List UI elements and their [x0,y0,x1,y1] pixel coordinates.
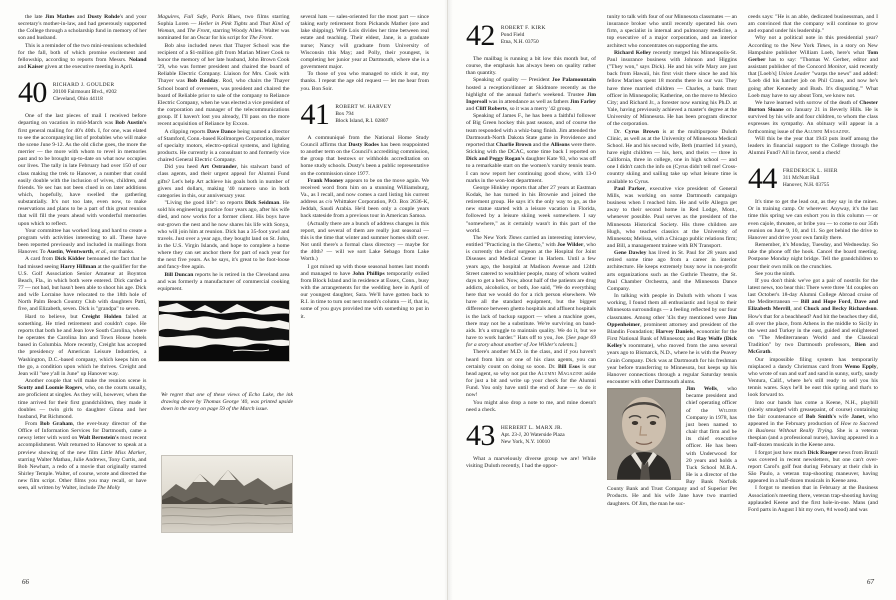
right-page [448,0,896,600]
class-year-numeral: 41 [300,97,330,131]
portrait-photo-wrap [607,386,737,508]
paragraph: Your committee has worked long and hard to create a program with activities interesting to all. These have been reported previously and included in mailings from Hanover. To Austin, Wentworth, et al., our thanks. [18,227,147,256]
paragraph: I forgot just how much Dick Rueger news from Brazil was covered in recent newsletters, but one can't over-report Carol's golf feat during February at their club in São Paulo, a veteran trap-shooting maneuver, having appeared in a half-dozen musicals in Keene area. [748,449,879,485]
paragraph: George Hinkley reports that after 27 years at Eastman Kodak, he has turned in his Brownie and joined the retirement group. He says it's the only way to go, as the new statue started with a leisure vacation in Florida, followed by a leisure skiing week somewhere. I say "somewhere," as it certainly wasn't in this part of the world. [466,184,596,234]
secretary-name: ROBERT W. HARVEY [335,103,392,110]
paragraph: (Actually there are a bunch of address changes in this report, and several of them are really just seasonal — this is the time that winter and summer homes shift over. Not until there's a formal class directory — maybe for the 40th? — will we sort Lake Sebago from Lake Worth.) [300,220,429,263]
paragraph: A communiqué from the National Home Study Council affirms that Dusty Rodes has been reappointed to another term on the Council's accrediting commission, the group that bestows or withholds accreditation on home study schools. Dusty's been a public representative on the commission since 1977. [300,134,429,177]
paragraph: Gene Dawley has lived in St. Paul for 28 years and retired some time ago from a career in interior architecture. He keeps extremely busy now in non-profit arts organizations such as the Guthrie Theatre, the St. Paul Chamber Orchestra, and the Minnesota Dance Company. [607,250,738,292]
paragraph: Hard to believe, but Creight Holden failed at something. He tried retirement and couldn't cope. He reports that both he and Jean love South Carolina, where he operates the Carolina Inn and Town House hotels based in Columbia. More recently, Creight has accepted the presidency of American Leisure Industries, a Washington, D.C.-based company, which keeps him on the go, a condition upon which he thrives. Creight and Jean will "see y'all in June" up Hanover way. [18,313,147,377]
address-line-2: Cleveland, Ohio 44118 [52,96,103,103]
paragraph: Jim Wells, who became president and chief operating officer of the Wilder Company in 1978, has just been named to chair that firm and be its chief executive officer. He has been with Underwood for 20 years and holds a Tuck School M.B.A. He is a director of the Bay Bank Norfolk County Bank and Trust Company and of Superior Pet Products. He and his wife Jane have two married daughters. Of Jim, the man he suc- [607,386,737,507]
paragraph: Dr. Cyrus Brown is at the multipurpose Duluth Clinic, as well as at the University of Minnesota Medical School. He and his second wife, Beth (married 14 years), have eight children — his, hers, and theirs — three in California, three in college, one in high school — and one I didn't catch the info on (Cyrus didn't tell me! Cross-country skiing and sailing take up what leisure time is available to Cyrus. [607,128,737,185]
paragraph: Maguires, Fail Safe, Paris Blues, two films starring Sophia Loren — Heller in Pink Tights and That Kind of Woman, and The Front, starring Woody Allen. Walter was nominated for an Oscar for his script for The Front. [157,14,290,42]
ink-drawing-echo-lake-1 [158,300,290,362]
paragraph: Speaking of James F., he has been a faithful follower of Big Green hockey this past season, and of course the team responded with a whiz-bang finish. Jim attended the Dartmouth-North Dakota State game in Providence and reported that Charlie Brown and the Allisons were there. Sticking with the DCAC, some time back I reported on Dick and Peggy Rogan's daughter Kate '83, who was off to a remarkable start on the women's varsity tennis team. I can now report her continuing good show, with 13-0 marks in the won-lost department. [466,113,597,184]
address-line-1: 20100 Fairmount Blvd., #202 [52,89,117,96]
secretary-name: RICHARD J. GOULDER [52,82,115,89]
paragraph: From Bob Graham, the ever-busy director of the Office of Information Services for Dartmouth, came a newsy letter with word on Walt Bernstein's most recent accomplishment. Walt returned to Hanover to speak at a preview showing of the new film Little Miss Marker, starring Walter Mathau, Julie Andrews, Tony Curtis, and Bob Newhart, a redo of a movie that originally starred Shirley Temple. Walter, of course, wrote and directed the new film script. Other films you may recall, or have seen, all written by Walter, include The Molly [18,420,147,492]
ink-drawing-caption-block [161,389,293,413]
litho-figure-block [161,455,293,533]
address-line-1: 311 McNutt Hall [782,175,820,182]
paragraph: the late Jim Mathes and Dusty Rohde's and your secretary's mother-in-law, and had generously supported the College through a scholarship fund in memory of her son and husband. [18,14,147,42]
right-col-2 [607,14,737,552]
paragraph: Our impossible filing system has temporarily misplaced a dandy Christmas card from Wemo Epply, who wrote of sun and surf and sand in sunny, surfy, sandy Ventura, Calif., where he's still ready to sell you his tennis wares. Says he'll be east this spring and that's to look forward to. [748,356,878,399]
paragraph: Another couple that will make the reunion scene is Scotty and Loomie Rogers, who, on the courts usually, are proficient at singles. As they will, however, when the time arrived for their first grandchildren, they made it doubles — twin girls to daughter Ginna and her husband, Pat Richmond. [18,378,147,420]
class-year-numeral: 42 [466,19,495,52]
class-note-header-42 [466,19,596,52]
paragraph: ceeds says: "He is an able, dedicated businessman, and I am convinced that the company will continue to grow and expand under his leadership." [748,14,878,35]
secretary-name: ROBERT F. KIRK [500,25,546,31]
class-note-header-44 [748,162,878,196]
paragraph: Richard Kelley recently merged his Minneapolis-St. Paul insurance business with Johnson and Higgins ("They won," says Dick). He and his wife Mary are just back from Hawaii, his first visit there since he and his fellow Marines spent 18 months there in our war. They have three married children — Charles, a bank trust officer in Minneapolis; Katherine, on the move to Mexico City; and Richard Jr., a forester now earning his Ph.D. at Yale, having previously achieved a master's degree at the University of Minnesota. He has been program director of the corporation. [607,49,737,128]
paragraph: The mailbag is running a bit low this month but, of course, the emphasis has always been on quality rather than quantity. [466,56,596,77]
paragraph: A card from Dick Kidder bemoaned the fact that he had missed seeing Harry Hillman at the qualifier for the U.S. Golf Association Senior Amateur at Boynton Beach, Fla., in which both were entered. Dick carded a 77 — not bad, but hasn't been able to shoot his age. Dick and wife Lorraine have relocated to the 18th hole of North Palm Beach Country Club with daughters Patti, five, and Elizabeth, seven. Dick is "grandpa" to seven. [18,256,147,313]
paragraph: I got mixed up with those seasonal homes last month and managed to have John Phillips temporarily exiled from Block Island and in residence at Essex, Conn., busy with the arrangements for the wedding here in April of our youngest daughter, Sara. We'll have gotten back to R.I. in time to turn out next month's column — if, that is, some of you guys provided me with something to put in it. [300,263,429,320]
paragraph: There's another M.D. in the class, and if you haven't heard from him or one of his class agents, you can certainly count on doing so soon. Dr. Bill Esos is our head agent, so why not put the Alumni Magazine aside for just a bit and write up your check for the Alumni Fund. You only have until the end of June — so do it now! [466,349,596,399]
secretary-name: HERBERT L. MARX JR. [500,424,563,431]
portrait-svg [607,388,681,480]
ink-drawing-svg [159,301,290,362]
page-number-right: 67 [867,578,874,586]
address-line-2: New York, N.Y. 10010 [500,438,550,445]
paragraph: Into our hands has come a Keene, N.H., playbill (nicely smudged with greasepaint, of course) containing the fair countenance of Bob Smith's wife Janet, who appeared in the February production of How to Succeed in Business Without Really Trying. She is a veteran thespian (and a professional nurse), having appeared in a half-dozen musicals in the Keene area. [748,399,878,449]
left-col-3 [301,14,430,552]
paragraph: It's time to get the lead out, as they say in the mines. Or in training camp. Or wherever. Anyway, it's the last time this spring we can exhort you in this column — or even cajole, threaten, or bribe you — to come to our 35th reunion on June 9, 10, and 11. So get behind the drive to Hanover and drive your own family there. [748,199,878,241]
paragraph: several hats — sales-oriented for the most part — since taking early retirement from Pickands Mather (ore and lake shipping). Wife Lois divides her time between real estate and teaching. Their eldest, Jane, is a graduate nurse; Nancy will graduate from University of Wisconsin this May; and Polly, their youngest, is completing her junior year at Dartmouth, where she is a government major. [300,14,429,71]
litho-image-echo-lake-2 [161,455,293,533]
paragraph: The New York Times carried an interesting interview, entitled "Practicing in the Ghetto," with Joe Wilder, who is currently the chief surgeon at the Hospital for Joint Diseases and Medical Center in Harlem. Until a few years ago, the hospital at Madison Avenue and 124th Street catered to wealthier people, many of whom waited days to get a bed. Now, about half of the patients are drug addicts, alcoholics, or both, Joe said, "We do everything here that we would do for a rich person elsewhere. We have all the standard equipment, but the biggest difference between ghetto hospitals and affluent hospitals is the lack of backup support — when a machine goes, there may not be a substitute. We're surviving on band-aids. It's a struggle to maintain quality. We do it, but we have to work harder." Hats off to you, Joe. [See page 69 for a story about another of Joe Wilder's talents.] [466,234,597,349]
paragraph: "Living the good life": so reports Dick Seidman. He sold his engineering practice four years ago, after his wife died, and now works for a former client. His boys have out-grown the nest and he now shares his life with Sonya, who will join him at reunion. Dick has a 35-foot yawl and travels. Just over a year ago, they bought land on St. John, in the U.S. Virgin Islands, and hope to complete a home where they can set anchor there for part of each year for the next five years. As he says, it's great to be foot-loose and fancy-free again. [157,200,290,271]
paragraph: Bob also included news that Thayer School was the recipient of a $1-million gift from Marian Miner Cook to honor the memory of her late husband, John Brown Cook '29, who was former president and chaired the board of Reliable Electric Company. Liaison for Mrs. Cook with Thayer was Bob Rodday. Rod, who chairs the Thayer School board of overseers, was president and chaired the board of Reliable prior to sale of the company to Reliance Electric Company, when he was elected a vice president of the corporation and manager of the telecommunications group. If I haven't lost you already, I'll pass on the more recent acquisition of Reliance by Exxon. [157,42,290,128]
class-secretary-address [335,102,391,125]
paragraph: If you don't think we've got a pair of nostrils for the latest news, too bear this: There were three '44 couples on last October's 18-day Alumni College Abroad cruise of the Mediterranean — Bill and Hope Ford, Dave and Elizabeth Merrill, and Chuck and Becky Richardson. How's that for a beachhead? And hit the beaches they did, all over the place, from Athens in the middle to Sicily in the west and Turkey in the east, guided and enlightened on "The Mediterranean World and the Classical Tradition" by two Dartmouth professors, Bien and McGrath. [748,277,878,356]
class-year-numeral: 43 [466,418,495,452]
paragraph: What a marvelously diverse group we are! While visiting Duluth recently, I had the oppor- [466,455,596,469]
left-col-1 [18,14,147,552]
paragraph: Speaking of quality — President Joe Palamountain hosted a reception/dinner at Skidmore recently as the highlight of the annual father's weekend. Trustee Jim Ingersoll was in attendance as well as fathers Jim Farley and Cliff Roberts, so it was a merry '42 group. [466,77,597,113]
paragraph: One of the last pieces of mail I received before departing on vacation in mid-March was Bob Austin's first general mailing for 40's 40th. I, for one, was elated to see the accompanying list of probables who will make the scene June 9-12. As the old cliche goes, the more the merrier — the more with whom to revel in memories past and to be brought up-to-date on what now occupies our lives. The tally in late February had over 150 of our class making the trek to Hanover, a number that could easily double with the inclusion of wives, children, and friends. Ye sec has not been clued in on later additions which, hopefully, have swelled the gathering substantially. It's not too late, even now, to make reservations and plans to be a part of this great reunion that will fill the years ahead with wonderful memories upon which to reflect. [18,113,147,227]
paragraph: This is a reminder of the two mini-reunions scheduled for the fall, both of which promise excitement and fellowship, according to reports from Messrs. Noland and Kaiser given at the executive meeting in April. [18,42,147,71]
paragraph: Will this be the year that 1943 puts itself among the leaders in financial support to the College through the Alumni Fund? All in favor, send a check! [748,135,878,156]
class-note-header-43 [466,418,596,452]
address-line-2: Block Island, R.I. 02807 [335,117,389,124]
paragraph: Why not a political note in this presidential year? According to the New York Times, in a story on New Hampshire publisher William Loeb, here's what Tom Gerber has to say: "Thomas W. Gerber, editor and assistant publisher of the Concord Monitor, said recently that [Loeb's] Union Leader "warps the news" and added: 'Loeb did his hatchet job on Phil Crane, and now he's going after Kennedy and Bush. It's disgusting.'" What Loeb may have to say about Tom, we know not. [748,35,879,99]
address-line-1: Box 794 [335,110,354,117]
paragraph: We have learned with sorrow of the death of Chester Burton Sloane on January 21 in Beverly Hills. He is survived by his wife and four children, to whom the class expresses its sympathy. An obituary will appear in a forthcoming issue of the Alumni Magazine. [748,99,878,135]
secretary-name: FREDERICK L. HIER [782,168,838,175]
paragraph: I forgot to mention that in February at the Business Association's meeting there, veteran trap-shooting having applauded Keene and the first hole-in-one. Mans (and Ford parts in August I hit my own, #4 wood) and was [748,485,878,513]
litho-svg [162,456,293,533]
class-secretary-address [501,423,565,446]
class-year-numeral: 44 [748,162,777,196]
right-col-3 [748,14,878,552]
class-year-numeral: 40 [18,76,47,110]
page-number-left: 66 [22,578,29,586]
paragraph: Paul Parker, executive vice president of General Mills, was working on some Dartmouth campaign business when I reached him. He and wife Allegra get away to their second home in Red Lodge, Mont., whenever possible. Paul serves as the president of the Minnesota Historical Society. His three children are Hugh, who teaches classics at the University of Minnesota; Melissa, with a Chicago public relations firm; and Bill, a management trainee with BN Transport. [607,185,737,249]
address-line-1: Apt. 23-J, 20 Waterside Plaza [500,431,565,438]
class-note-header-40 [18,76,147,110]
class-secretary-address [783,166,838,189]
paragraph: Did you heed Art Ostrander, his stalwart band of class agents, and their urgent appeal for Alumni Fund gifts? Let's help Art achieve his goals both in number of givers and dollars, making '40 numero uno in both categories in this, our anniversary year. [157,164,290,199]
paragraph: In talking with people in Duluth with whom I was working, I found them all enthusiastic and loyal to their Minnesota surroundings — a feeling reflected by our four classmates. Among other '43s they mentioned were Jim Oppenheimer, prominent attorney and president of the Blandin Foundation; Harvey Daniels, economist for the First National Bank of Minnesota; and Ray Wolfe (Dick Kelley's roommate), who moved from the area several years ago to Bismarck, N.D., where he is with the Peavey Grain Company. Dick was at Dartmouth for his freshman year before transferring to Minnesota, but keeps up his Hanover connections through a regular Saturday tennis encounter with other Dartmouth alums. [607,293,737,385]
ink-drawing-figure-top [158,300,290,362]
paragraph: See you the ninth. [755,270,796,277]
paragraph: tunity to talk with four of our Minnesota classmates — an insurance broker who until recently operated his own firm, a specialist in internal and pulmonary medicine, a top executive of a major corporation, and an interior architect who concentrates on supporting the arts. [607,14,737,49]
paragraph: A clipping reports Dave Dance being named a director of Stamford, Conn.-based Kollmorgen Corporation, maker of specialty motors, electro-optical systems, and lighting products. He currently is a consultant to and formerly vice chaired General Electric Company. [157,128,290,164]
address-line-1: Pond Field [500,31,525,38]
right-col-1 [466,14,596,552]
paragraph: To those of you who managed to stick it out, my thanks. I repeat the age old request — let me hear from you. Bon Soir. [300,71,429,92]
paragraph: Frank Mooney appears to be on the move again. We received word from him on a stunning Williamsburg, Va., as I recall, and now comes a card listing his current address as c/o Whittaker Corporation, P.O. Box 2636-K, Jeddah, Saudi Arabia. He'd been only a couple years back stateside from a previous tour in American Samoa. [300,177,429,220]
class-secretary-address [53,80,117,103]
class-note-header-41 [300,97,430,131]
paragraph: Remember, it's Monday, Tuesday, and Wednesday. So take the phone off the hook. Cancel the board meeting. Postpone Monday night bridge. Tell the grandchildren to pour their own milk on the crunchies. [748,242,878,270]
figure-caption: We regret that one of these views of Echo Lake, the ink drawing above by Thomas George '40, was printed upside down in the story on page 59 of the March issue. [161,392,293,413]
class-secretary-address [501,23,546,46]
portrait-photo-jim-wells [607,388,681,480]
paragraph: Bill Duncan reports he is retired in the Cleveland area and was formerly a manufacturer of commercial cooking equipment. [157,271,290,292]
paragraph: You might also drop a note to me, and mine doesn't need a check. [466,399,596,413]
address-line-2: Etna, N.H. 03750 [500,38,539,45]
right-page-columns [466,14,878,552]
address-line-2: Hanover, N.H. 03755 [782,181,830,188]
